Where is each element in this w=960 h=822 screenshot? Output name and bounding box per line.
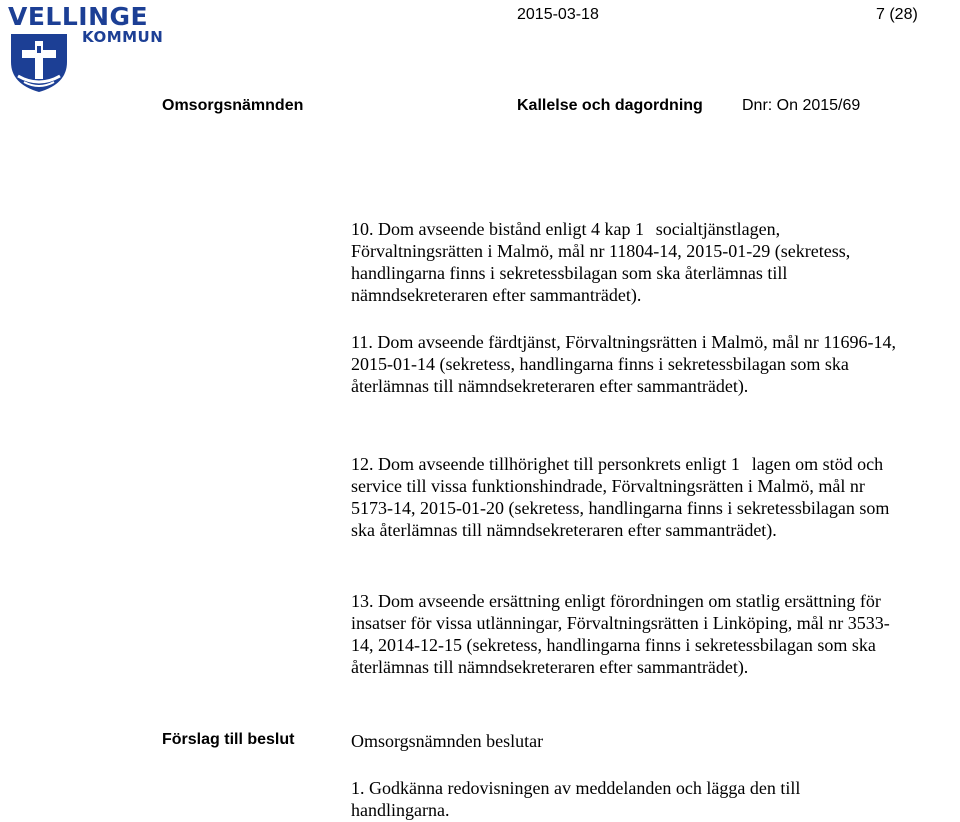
page-number: 7 (28) (876, 6, 918, 23)
item-text: 11. Dom avseende färdtjänst, Förvaltningsrätten i Malmö, mål nr 11696-14, 2015-01-14 (sekretess, handlingarna finns i sekretessbilagan som ska återlämnas till nämndsekreteraren efter sammanträdet). (351, 332, 897, 396)
vellinge-logo (8, 2, 164, 94)
document-type: Kallelse och dagordning (517, 97, 703, 114)
coat-of-arms-icon (8, 28, 70, 94)
list-item (351, 331, 911, 397)
item-text: Förvaltningsrätten i Malmö, mål nr 11804-14, 2015-01-29 (sekretess, handlingarna finns i sekretessbilagan som ska återlämnas till nämndsekreteraren efter sammanträdet). (351, 241, 851, 305)
item-text: socialtjänstlagen, (655, 219, 781, 239)
document-date: 2015-03-18 (517, 6, 599, 23)
list-item (351, 590, 911, 678)
footnote-marker (744, 454, 747, 466)
footnote-marker (648, 219, 651, 231)
logo-wordmark: VELLINGE (8, 2, 149, 31)
item-text: lagen (751, 454, 791, 474)
item-text: om stöd och service till vissa funktionshindrade, Förvaltningsrätten i Malmö, mål nr 5173-14, 2015-01-20 (sekretess, handlingarna finns i sekretessbilagan som ska återlämnas till nämndsekreteraren efter sammanträdet). (351, 454, 890, 540)
section-heading: Förslag till beslut (162, 731, 295, 748)
registry-number: Dnr: On 2015/69 (742, 97, 861, 114)
item-text: 12. Dom avseende tillhörighet till personkrets enligt 1 (351, 454, 740, 474)
committee-name: Omsorgsnämnden (162, 97, 304, 114)
decision-text: 1. Godkänna redovisningen av meddelanden och lägga den till handlingarna. (351, 778, 801, 820)
list-item (351, 214, 911, 306)
item-text: 10. Dom avseende bistånd enligt 4 kap 1 (351, 219, 644, 239)
list-item (351, 449, 911, 541)
item-text: 13. Dom avseende ersättning enligt förordningen om statlig ersättning för insatser för vissa utlänningar, Förvaltningsrätten i Linköping, mål nr 3533-14, 2014-12-15 (sekretess, handlingarna finns i sekretessbilagan som ska återlämnas till nämndsekreteraren efter sammanträdet). (351, 591, 890, 677)
logo-subtitle: KOMMUN (82, 28, 164, 46)
decision-intro: Omsorgsnämnden beslutar (351, 731, 544, 751)
